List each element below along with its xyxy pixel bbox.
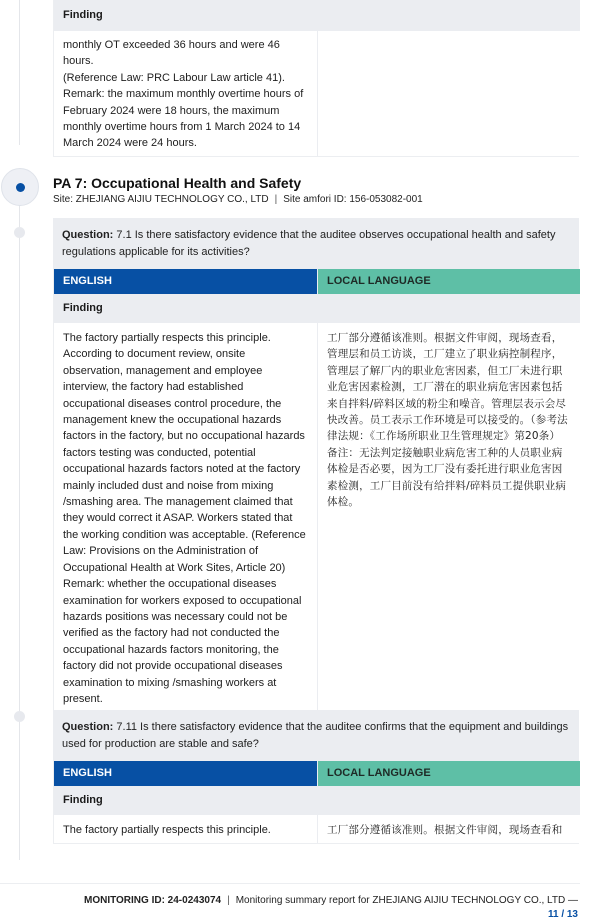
separator: | (227, 895, 230, 906)
finding-local-text (318, 31, 580, 156)
section-title: PA 7: Occupational Health and Safety (53, 175, 302, 191)
question-text (53, 710, 579, 761)
question-card (53, 218, 579, 713)
question-card (53, 710, 579, 844)
question-marker-icon (14, 711, 25, 722)
separator: | (274, 194, 278, 205)
report-title: Monitoring summary report for ZHEJIANG AIJIU TECHNOLOGY CO., LTD (235, 895, 566, 906)
previous-finding-card (53, 0, 579, 157)
question-text (53, 218, 579, 269)
finding-label: Finding (54, 294, 580, 323)
section-site-info (53, 194, 423, 205)
section-marker-icon (1, 168, 39, 206)
finding-label: Finding (54, 786, 580, 815)
finding-english-text: The factory partially respects this principle. (54, 815, 318, 843)
site-amfori-id: Site amfori ID: 156-053082-001 (283, 194, 423, 205)
monitoring-id: MONITORING ID: 24-0243074 (83, 895, 222, 906)
finding-local-text: 工厂部分遵循该准则。根据文件审阅，现场查看，管理层和员工访谈，工厂建立了职业病控制程序，管理层了解厂内的职业危害因素，但工厂未进行职业危害因素检测，工厂潜在的职业病危害因素包括来自拌料/碎料区域的粉尘和噪音。管理层表示会尽快改善。员工表示工作环境是可以接受的。（参考法律法规：《工作场所职业卫生管理规定》第20条） 备注：无法判定接触职业病危害工种的人员职业病体检是否必要，因为工厂没有委托进行职业危害因素检测，工厂目前没有给拌料/碎料员工提供职业病体检。 (318, 323, 580, 712)
section-marker-dot (16, 183, 25, 192)
question-body: 7.11 Is there satisfactory evidence that the auditee confirms that the equipment and buildings used for production are stable and safe? (62, 721, 569, 750)
question-label: Question: (62, 229, 114, 241)
finding-english-text: The factory partially respects this principle. According to document review, onsite observation, management and employee interview, the factory had established occupational diseases control procedure, the management knew the occupational hazards factors in the factory, but no occupational hazards factors testing was conducted, potential occupational hazards factors noted at the factory mainly included dust and noise from mixing /smashing area. The management claimed that they would correct it ASAP. Workers stated that the working condition was acceptable. (Reference Law: Provisions on the Administration of Occupational Health at Work Sites, Article 20) Remark: whether the occupational diseases examination for workers exposed to occupational hazards positions was necessary could not be verified as the factory had not conducted the occupational hazards factors monitoring, the factory did not provide occupational diseases examination to mixing /smashing workers at present. (54, 323, 318, 712)
question-marker-icon (14, 227, 25, 238)
page-number: 11 / 13 (547, 909, 578, 920)
timeline-line (19, 196, 20, 860)
site-name: Site: ZHEJIANG AIJIU TECHNOLOGY CO., LTD (53, 194, 269, 205)
column-header-local-language: LOCAL LANGUAGE (318, 269, 580, 294)
column-header-english: ENGLISH (54, 761, 318, 786)
timeline-line (19, 0, 20, 145)
finding-local-text: 工厂部分遵循该准则。根据文件审阅，现场查看和 (318, 815, 580, 843)
column-header-local-language: LOCAL LANGUAGE (318, 761, 580, 786)
question-label: Question: (62, 721, 114, 733)
page-footer (84, 894, 578, 922)
finding-label: Finding (54, 0, 580, 31)
finding-english-text: monthly OT exceeded 36 hours and were 46 hours. (Reference Law: PRC Labour Law article 41). Remark: the maximum monthly overtime hours of February 2024 were 18 hours, the maximum monthly overtime hours from 1 March 2024 to 14 March 2024 were 24 hours. (54, 31, 318, 156)
footer-divider (0, 883, 580, 884)
dash: — (568, 895, 578, 906)
column-header-english: ENGLISH (54, 269, 318, 294)
question-body: 7.1 Is there satisfactory evidence that the auditee observes occupational health and safety regulations applicable for its activities? (62, 229, 556, 258)
